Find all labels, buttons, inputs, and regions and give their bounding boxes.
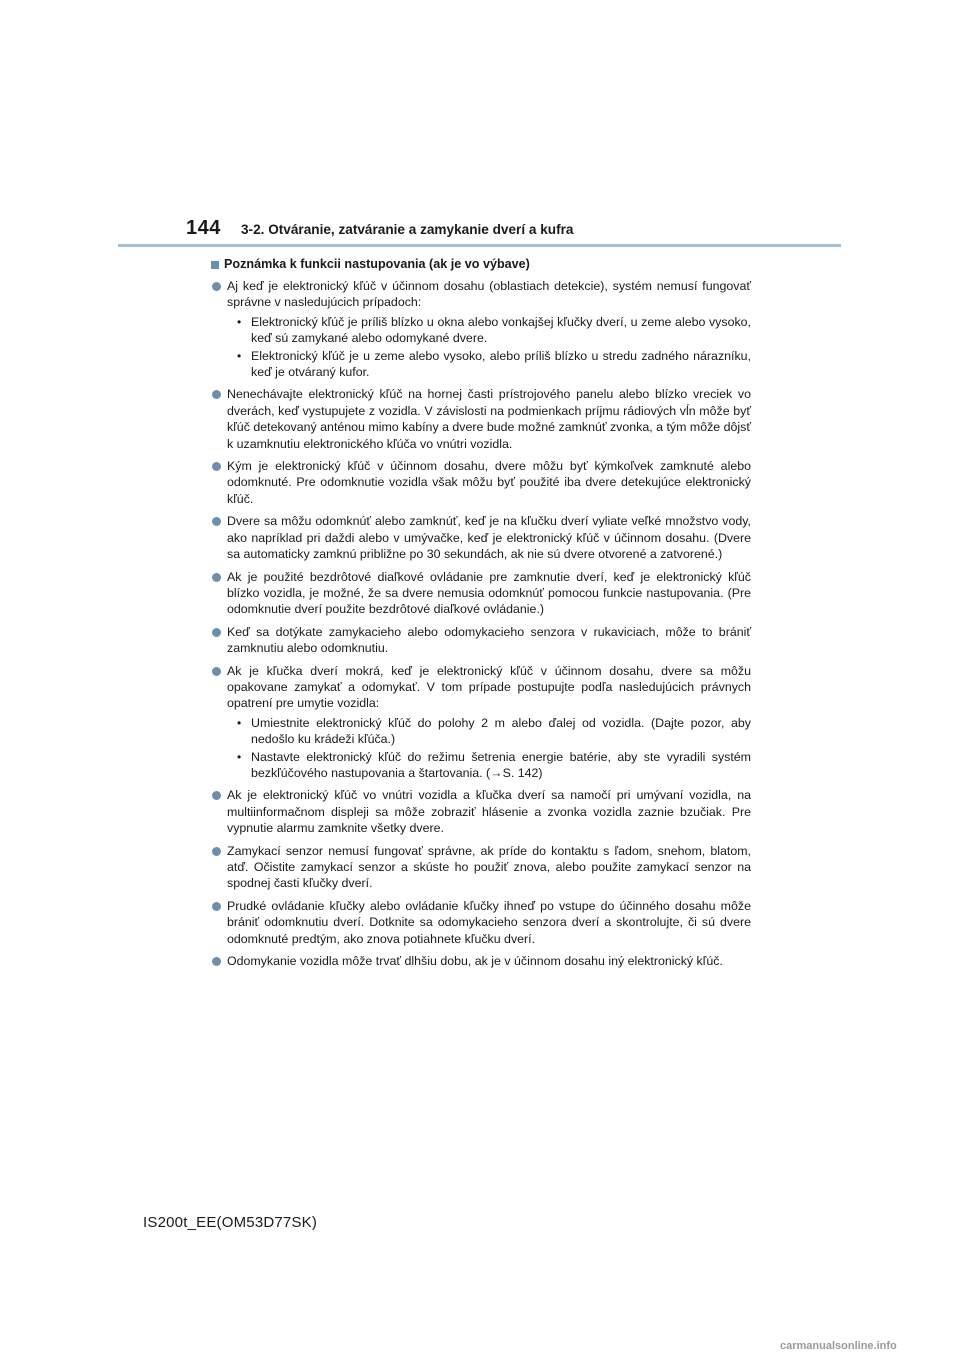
list-item	[211, 663, 751, 782]
list-item	[211, 787, 751, 836]
sub-list-item-text: Umiestnite elektronický kľúč do polohy 2 m alebo ďalej od vozidla. (Dajte pozor, aby nedošlo ku krádeži kľúča.)	[251, 715, 751, 747]
list-item	[211, 953, 751, 969]
circle-bullet-icon	[212, 390, 221, 399]
square-bullet-icon	[211, 261, 219, 269]
page-number: 144	[186, 217, 221, 239]
page-header	[0, 0, 960, 250]
dot-bullet-icon: •	[237, 314, 242, 329]
sub-list-item	[227, 715, 751, 748]
circle-bullet-icon	[212, 957, 221, 966]
list-item	[211, 624, 751, 657]
list-item-text: Zamykací senzor nemusí fungovať správne, ak príde do kontaktu s ľadom, snehom, blatom, atď. Očistite zamykací senzor a skúste ho použiť znova, alebo použite zamykací senzor na spodnej časti kľučky dverí.	[227, 843, 751, 891]
circle-bullet-icon	[212, 791, 221, 800]
circle-bullet-icon	[212, 462, 221, 471]
circle-bullet-icon	[212, 902, 221, 911]
sub-list-item	[227, 348, 751, 381]
dot-bullet-icon: •	[237, 749, 242, 764]
list-item-text: Ak je elektronický kľúč vo vnútri vozidla a kľučka dverí sa namočí pri umývaní vozidla, na multiinformačnom displeji sa môže zobraziť hlásenie a zvonka vozidla zaznie bzučiak. Pre vypnutie alarmu zamknite všetky dvere.	[227, 788, 751, 836]
list-item	[211, 386, 751, 452]
sub-list	[227, 314, 751, 381]
model-code: IS200t_EE(OM53D77SK)	[143, 1214, 318, 1231]
circle-bullet-icon	[212, 573, 221, 582]
section-heading	[211, 256, 751, 273]
section-heading-text: Poznámka k funkcii nastupovania (ak je vo výbave)	[224, 257, 530, 271]
circle-bullet-icon	[212, 847, 221, 856]
list-item-text: Odomykanie vozidla môže trvať dlhšiu dobu, ak je v účinnom dosahu iný elektronický kľúč.	[227, 954, 723, 969]
list-item	[211, 898, 751, 947]
list-item	[211, 278, 751, 380]
watermark: carmanualsonline.info	[780, 1340, 897, 1352]
dot-bullet-icon: •	[237, 348, 242, 363]
circle-bullet-icon	[212, 282, 221, 291]
sub-list-item-text: Elektronický kľúč je u zeme alebo vysoko, alebo príliš blízko u stredu zadného nárazníku, keď je otváraný kufor.	[251, 348, 751, 380]
chapter-title: 3-2. Otváranie, zatváranie a zamykanie dverí a kufra	[241, 222, 574, 237]
list-item	[211, 569, 751, 618]
list-item	[211, 458, 751, 507]
list-item-text: Nenechávajte elektronický kľúč na hornej časti prístrojového panelu alebo blízko vreciek vo dverách, keď vystupujete z vozidla. V závislosti na podmienkach príjmu rádiových vĺn môže byť kľúč detekovaný anténou mimo kabíny a dvere bude možné zamknúť zvonka, a tým môže dôjsť k uzamknutiu elektronického kľúča vo vnútri vozidla.	[227, 387, 751, 451]
circle-bullet-icon	[212, 517, 221, 526]
list-item	[211, 843, 751, 892]
circle-bullet-icon	[212, 667, 221, 676]
sub-list-item-text: Nastavte elektronický kľúč do režimu šetrenia energie batérie, aby ste vyradili systém bezkľúčového nastupovania a štartovania. (→S. 142)	[251, 749, 751, 780]
list-item-text: Ak je kľučka dverí mokrá, keď je elektronický kľúč v účinnom dosahu, dvere sa môžu opakovane zamykať a odomykať. V tom prípade postupujte podľa nasledujúcich právnych opatrení pre umytie vozidla:	[227, 663, 751, 711]
list-item	[211, 513, 751, 562]
list-item-text: Aj keď je elektronický kľúč v účinnom dosahu (oblastiach detekcie), systém nemusí fungovať správne v nasledujúcich prípadoch:	[227, 279, 751, 310]
sub-list-item-text: Elektronický kľúč je príliš blízko u okna alebo vonkajšej kľučky dverí, u zeme alebo vysoko, keď sú zamykané alebo odomykané dvere.	[251, 314, 751, 346]
header-rule	[118, 244, 841, 247]
sub-list	[227, 715, 751, 782]
list-item-text: Prudké ovládanie kľučky alebo ovládanie kľučky ihneď po vstupe do účinného dosahu môže brániť odomknutiu dverí. Dotknite sa odomykacieho senzora dverí a skontrolujte, či sú dvere odomknuté predtým, ako znova potiahnete kľučku dverí.	[227, 898, 751, 946]
list-item-text: Dvere sa môžu odomknúť alebo zamknúť, keď je na kľučku dverí vyliate veľké množstvo vody, ako napríklad pri daždi alebo v umývačke, keď je elektronický kľúč v účinnom dosahu. (Dvere sa automaticky zamknú približne po 30 sekundách, ak nie sú dvere otvorené a zatvorené.)	[227, 514, 751, 562]
dot-bullet-icon: •	[237, 715, 242, 730]
sub-list-item	[227, 749, 751, 782]
sub-list-item	[227, 314, 751, 347]
list-item-text: Keď sa dotýkate zamykacieho alebo odomykacieho senzora v rukaviciach, môže to brániť zamknutiu alebo odomknutiu.	[227, 624, 751, 656]
circle-bullet-icon	[212, 628, 221, 637]
list-item-text: Ak je použité bezdrôtové diaľkové ovládanie pre zamknutie dverí, keď je elektronický kľúč blízko vozidla, je možné, že sa dvere nemusia odomknúť pomocou funkcie nastupovania. (Pre odomknutie dverí použite bezdrôtové diaľkové ovládanie.)	[227, 569, 751, 617]
list-item-text: Kým je elektronický kľúč v účinnom dosahu, dvere môžu byť kýmkoľvek zamknuté alebo odomknuté. Pre odomknutie vozidla však môžu byť použité iba dvere detekujúce elektronický kľúč.	[227, 459, 751, 506]
main-content	[211, 256, 751, 975]
